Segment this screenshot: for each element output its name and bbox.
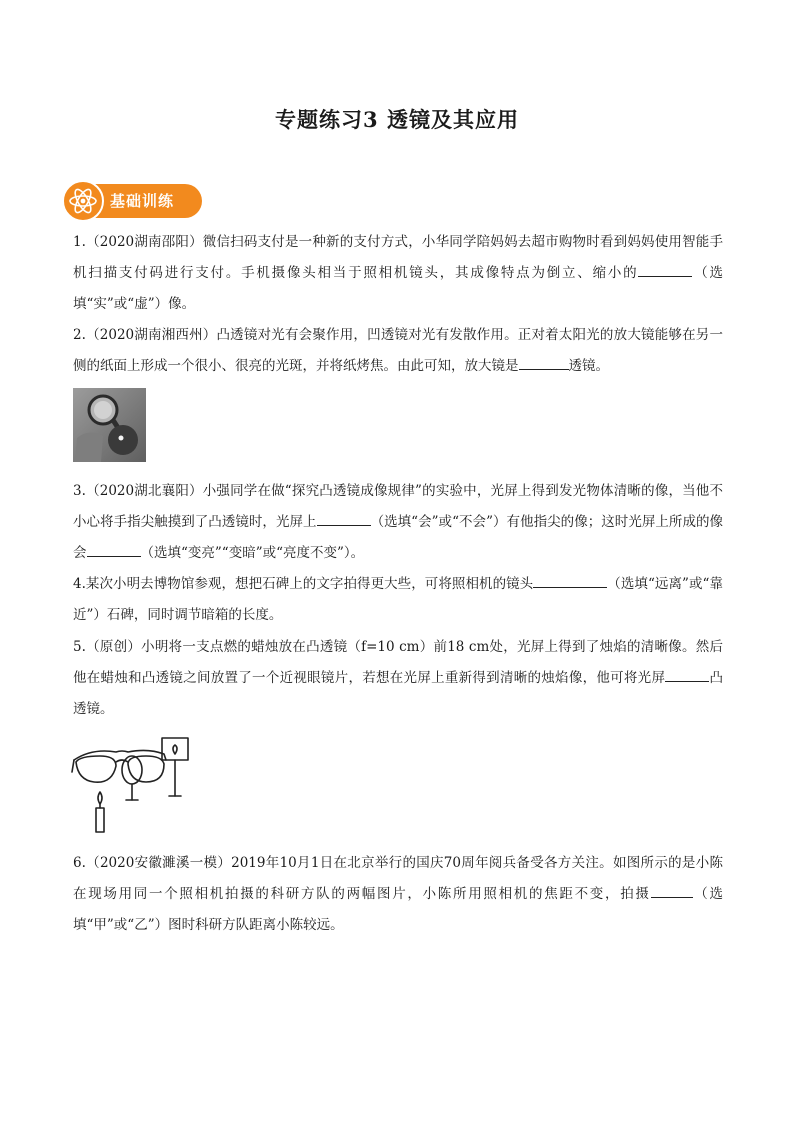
question-4 [73,569,723,631]
q3-text-c: （选填“变亮”“变暗”或“亮度不变”）。 [140,545,365,561]
question-3 [73,476,723,569]
q6-text-b: （选填“甲”或“乙”）图时科研方队距离小陈较远。 [73,886,724,933]
q3-text-b: （选填“会”或“不会”）有他指尖的像；这时光屏上所成的像会 [73,514,723,561]
q2-text-a: 2.（2020湖南湘西州）凸透镜对光有会聚作用，凹透镜对光有发散作用。正对着太阳光的放大镜能够在另一侧的纸面上形成一个很小、很亮的光斑，并将纸烤焦。由此可知，放大镜是 [73,327,723,374]
q1-answer-blank[interactable] [638,262,692,277]
glasses-candle-figure [70,730,195,838]
q4-text-a: 4.某次小明去博物馆参观，想把石碑上的文字拍得更大些，可将照相机的镜头 [73,576,534,592]
q5-text-b: 凸透镜。 [73,670,724,717]
question-5 [73,632,723,725]
page-title: 专题练习3 透镜及其应用 [275,107,519,132]
q6-answer-blank[interactable] [651,883,693,898]
q3-text-a: 3.（2020湖北襄阳）小强同学在做“探究凸透镜成像规律”的实验中，光屏上得到发光物体清晰的像，当他不小心将手指尖触摸到了凸透镜时，光屏上 [73,483,723,530]
q3-answer-blank-1[interactable] [317,511,371,526]
section-badge [62,180,202,222]
question-2 [73,320,723,382]
q1-text-b: （选填“实”或“虚”）像。 [73,265,724,312]
q4-answer-blank[interactable] [533,573,607,588]
q4-text-b: （选填“远离”或“靠近”）石碑，同时调节暗箱的长度。 [73,576,723,623]
atom-icon [62,180,104,222]
q6-text-a: 6.（2020安徽濉溪一模）2019年10月1日在北京举行的国庆70周年阅兵备受各方关注。如图所示的是小陈在现场用同一个照相机拍摄的科研方队的两幅图片，小陈所用照相机的焦距不变，拍摄 [73,855,723,902]
question-6 [73,848,723,941]
q2-answer-blank[interactable] [519,355,569,370]
q3-answer-blank-2[interactable] [87,542,141,557]
q2-text-b: 透镜。 [568,358,609,374]
magnifier-photo [73,388,146,462]
question-1 [73,227,723,320]
q5-text-a: 5.（原创）小明将一支点燃的蜡烛放在凸透镜（f=10 cm）前18 cm处，光屏上得到了烛焰的清晰像。然后他在蜡烛和凸透镜之间放置了一个近视眼镜片，若想在光屏上重新得到清晰的烛焰像，他可将光屏 [73,639,723,686]
q5-answer-blank[interactable] [665,667,709,682]
badge-label: 基础训练 [110,192,175,210]
q1-text-a: 1.（2020湖南邵阳）微信扫码支付是一种新的支付方式，小华同学陪妈妈去超市购物时看到妈妈使用智能手机扫描支付码进行支付。手机摄像头相当于照相机镜头，其成像特点为倒立、缩小的 [73,234,723,281]
